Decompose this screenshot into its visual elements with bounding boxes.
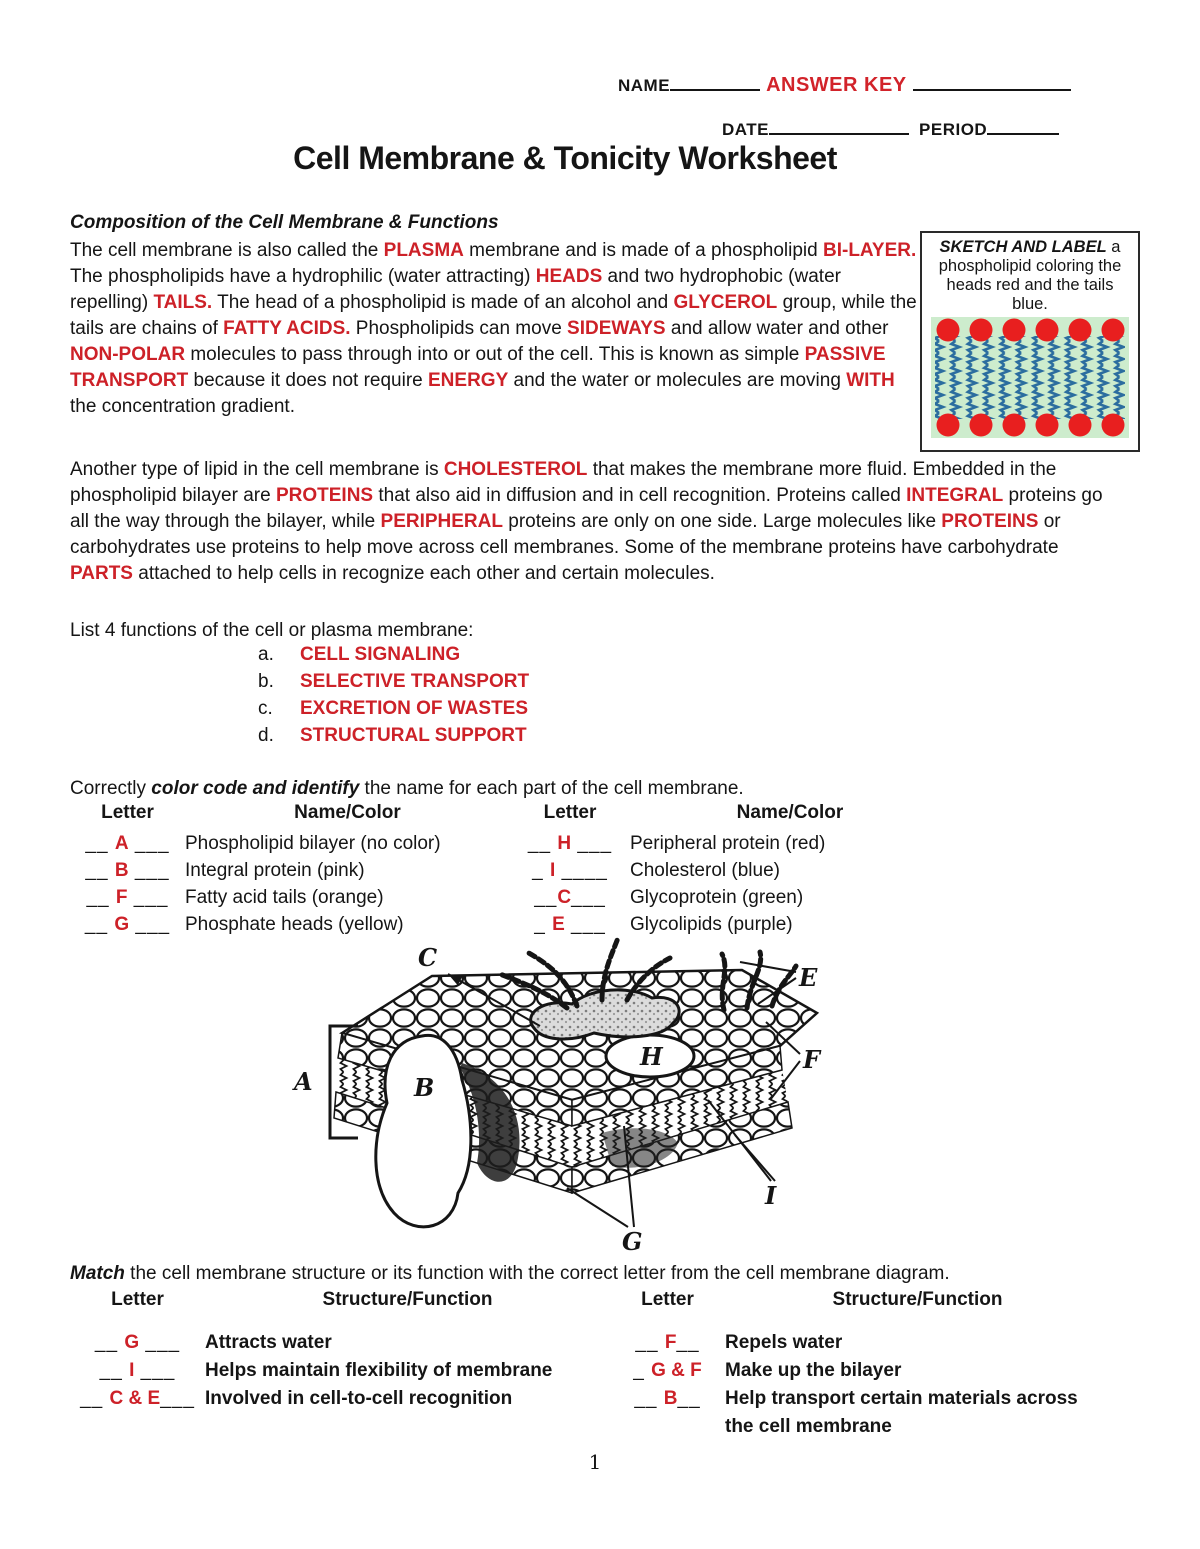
diagram-label-f: F bbox=[803, 1045, 821, 1074]
phospholipid-sketch bbox=[931, 317, 1129, 438]
structure-function-text: Help transport certain materials across the cell membrane bbox=[725, 1388, 1078, 1437]
item-answer: SELECTIVE TRANSPORT bbox=[300, 671, 530, 692]
color-code-table bbox=[70, 802, 1135, 941]
column-header-letter: Letter bbox=[111, 1289, 164, 1310]
part-name: Cholesterol (blue) bbox=[630, 860, 780, 881]
integral-protein-shape bbox=[376, 1035, 471, 1226]
color-code-intro: Correctly color code and identify the name for each part of the cell membrane. bbox=[70, 778, 744, 799]
answer-letter: __ G ___ bbox=[94, 1332, 181, 1353]
functions-list bbox=[258, 644, 529, 752]
function-item bbox=[258, 644, 529, 671]
item-answer: STRUCTURAL SUPPORT bbox=[300, 725, 527, 746]
name-blank-line-2 bbox=[913, 74, 1071, 91]
part-name: Fatty acid tails (orange) bbox=[185, 887, 384, 908]
diagram-label-h: H bbox=[640, 1042, 663, 1071]
name-line bbox=[618, 74, 1071, 97]
cell-membrane-diagram bbox=[272, 928, 847, 1266]
page-number: 1 bbox=[588, 1450, 602, 1474]
diagram-label-c: C bbox=[418, 943, 438, 972]
sketch-box-caption: SKETCH AND LABEL a phospholipid coloring the heads red and the tails blue. bbox=[938, 238, 1122, 313]
answer-letter: __ B__ bbox=[634, 1388, 701, 1409]
function-item bbox=[258, 671, 529, 698]
answer-letter: __C___ bbox=[534, 887, 606, 908]
part-name: Phospholipid bilayer (no color) bbox=[185, 833, 441, 854]
part-name: Integral protein (pink) bbox=[185, 860, 365, 881]
structure-function-text: Involved in cell-to-cell recognition bbox=[205, 1388, 513, 1409]
page-title: Cell Membrane & Tonicity Worksheet bbox=[293, 140, 837, 176]
answer-letter: __ A ___ bbox=[85, 833, 170, 854]
answer-letter: __ H ___ bbox=[527, 833, 613, 854]
answer-letter: _ E ___ bbox=[534, 914, 606, 935]
composition-paragraph-1: The cell membrane is also called the PLASMA membrane and is made of a phospholipid BI-LAYER. The phospholipids have a hydrophilic (water attracting) HEADS and two hydrophobic (water repelling) TAILS. The head of a phospholipid is made of an alcohol and GLYCEROL group, while the tails are chains of FATTY ACIDS. Phospholipids can move SIDEWAYS and allow water and other NON-POLAR molecules to pass through into or out of the cell. This is known as simple PASSIVE TRANSPORT because it does not require ENERGY and the water or molecules are moving WITH the concentration gradient. bbox=[70, 240, 917, 417]
composition-paragraph-2: Another type of lipid in the cell membrane is CHOLESTEROL that makes the membrane more fluid. Embedded in the phospholipid bilayer are PROTEINS that also aid in diffusion and in cell recognition. Proteins called INTEGRAL proteins go all the way through the bilayer, while PERIPHERAL proteins are only on one side. Large molecules like PROTEINS or carbohydrates use proteins to help move across cell membranes. Some of the membrane proteins have carbohydrate PARTS attached to help cells in recognize each other and certain molecules. bbox=[70, 459, 1103, 584]
column-header-letter: Letter bbox=[641, 1289, 694, 1310]
function-item bbox=[258, 725, 529, 752]
diagram-label-e: E bbox=[799, 963, 818, 992]
match-table bbox=[70, 1289, 1140, 1441]
answer-letter: __ F__ bbox=[635, 1332, 700, 1353]
column-header-structure-function: Structure/Function bbox=[322, 1289, 493, 1310]
name-blank-line bbox=[670, 74, 760, 91]
tails-area bbox=[935, 336, 1125, 419]
column-header-letter: Letter bbox=[543, 802, 597, 823]
function-item bbox=[258, 698, 529, 725]
diagram-label-a: A bbox=[294, 1067, 313, 1096]
item-marker: d. bbox=[258, 725, 274, 746]
answer-letter: _ G & F bbox=[633, 1360, 702, 1381]
date-period-line bbox=[722, 118, 1059, 140]
diagram-label-g: G bbox=[622, 1227, 643, 1256]
item-marker: b. bbox=[258, 671, 274, 692]
part-name: Phosphate heads (yellow) bbox=[185, 914, 404, 935]
answer-key-text: ANSWER KEY bbox=[766, 74, 907, 96]
period-blank-line bbox=[987, 118, 1059, 135]
answer-letter: __ G ___ bbox=[84, 914, 171, 935]
period-label: PERIOD bbox=[919, 120, 988, 139]
structure-function-text: Helps maintain flexibility of membrane bbox=[205, 1360, 553, 1381]
date-label: DATE bbox=[722, 120, 770, 139]
structure-function-text: Repels water bbox=[725, 1332, 843, 1353]
answer-letter: __ I ___ bbox=[99, 1360, 176, 1381]
column-header-structure-function: Structure/Function bbox=[832, 1289, 1003, 1310]
structure-function-text: Attracts water bbox=[205, 1332, 332, 1353]
answer-letter: __ B ___ bbox=[85, 860, 170, 881]
item-answer: EXCRETION OF WASTES bbox=[300, 698, 529, 719]
answer-letter: __ F ___ bbox=[86, 887, 169, 908]
answer-letter: _ I ____ bbox=[532, 860, 608, 881]
column-header-name: Name/Color bbox=[736, 802, 844, 823]
diagram-label-b: B bbox=[414, 1073, 435, 1102]
item-marker: c. bbox=[258, 698, 273, 719]
answer-letter: __ C & E___ bbox=[80, 1388, 195, 1409]
composition-heading: Composition of the Cell Membrane & Functions bbox=[70, 212, 499, 233]
name-label: NAME bbox=[618, 76, 671, 95]
part-name: Peripheral protein (red) bbox=[630, 833, 826, 854]
structure-function-text: Make up the bilayer bbox=[725, 1360, 902, 1381]
column-header-letter: Letter bbox=[101, 802, 154, 823]
diagram-label-i: I bbox=[765, 1181, 777, 1210]
item-marker: a. bbox=[258, 644, 274, 665]
part-name: Glycolipids (purple) bbox=[630, 914, 793, 935]
date-blank-line bbox=[769, 118, 909, 135]
functions-intro: List 4 functions of the cell or plasma membrane: bbox=[70, 620, 474, 641]
sketch-label-box bbox=[920, 231, 1140, 452]
item-answer: CELL SIGNALING bbox=[300, 644, 461, 665]
column-header-name: Name/Color bbox=[294, 802, 401, 823]
match-intro: Match the cell membrane structure or its function with the correct letter from the cell membrane diagram. bbox=[70, 1263, 950, 1284]
part-name: Glycoprotein (green) bbox=[630, 887, 804, 908]
